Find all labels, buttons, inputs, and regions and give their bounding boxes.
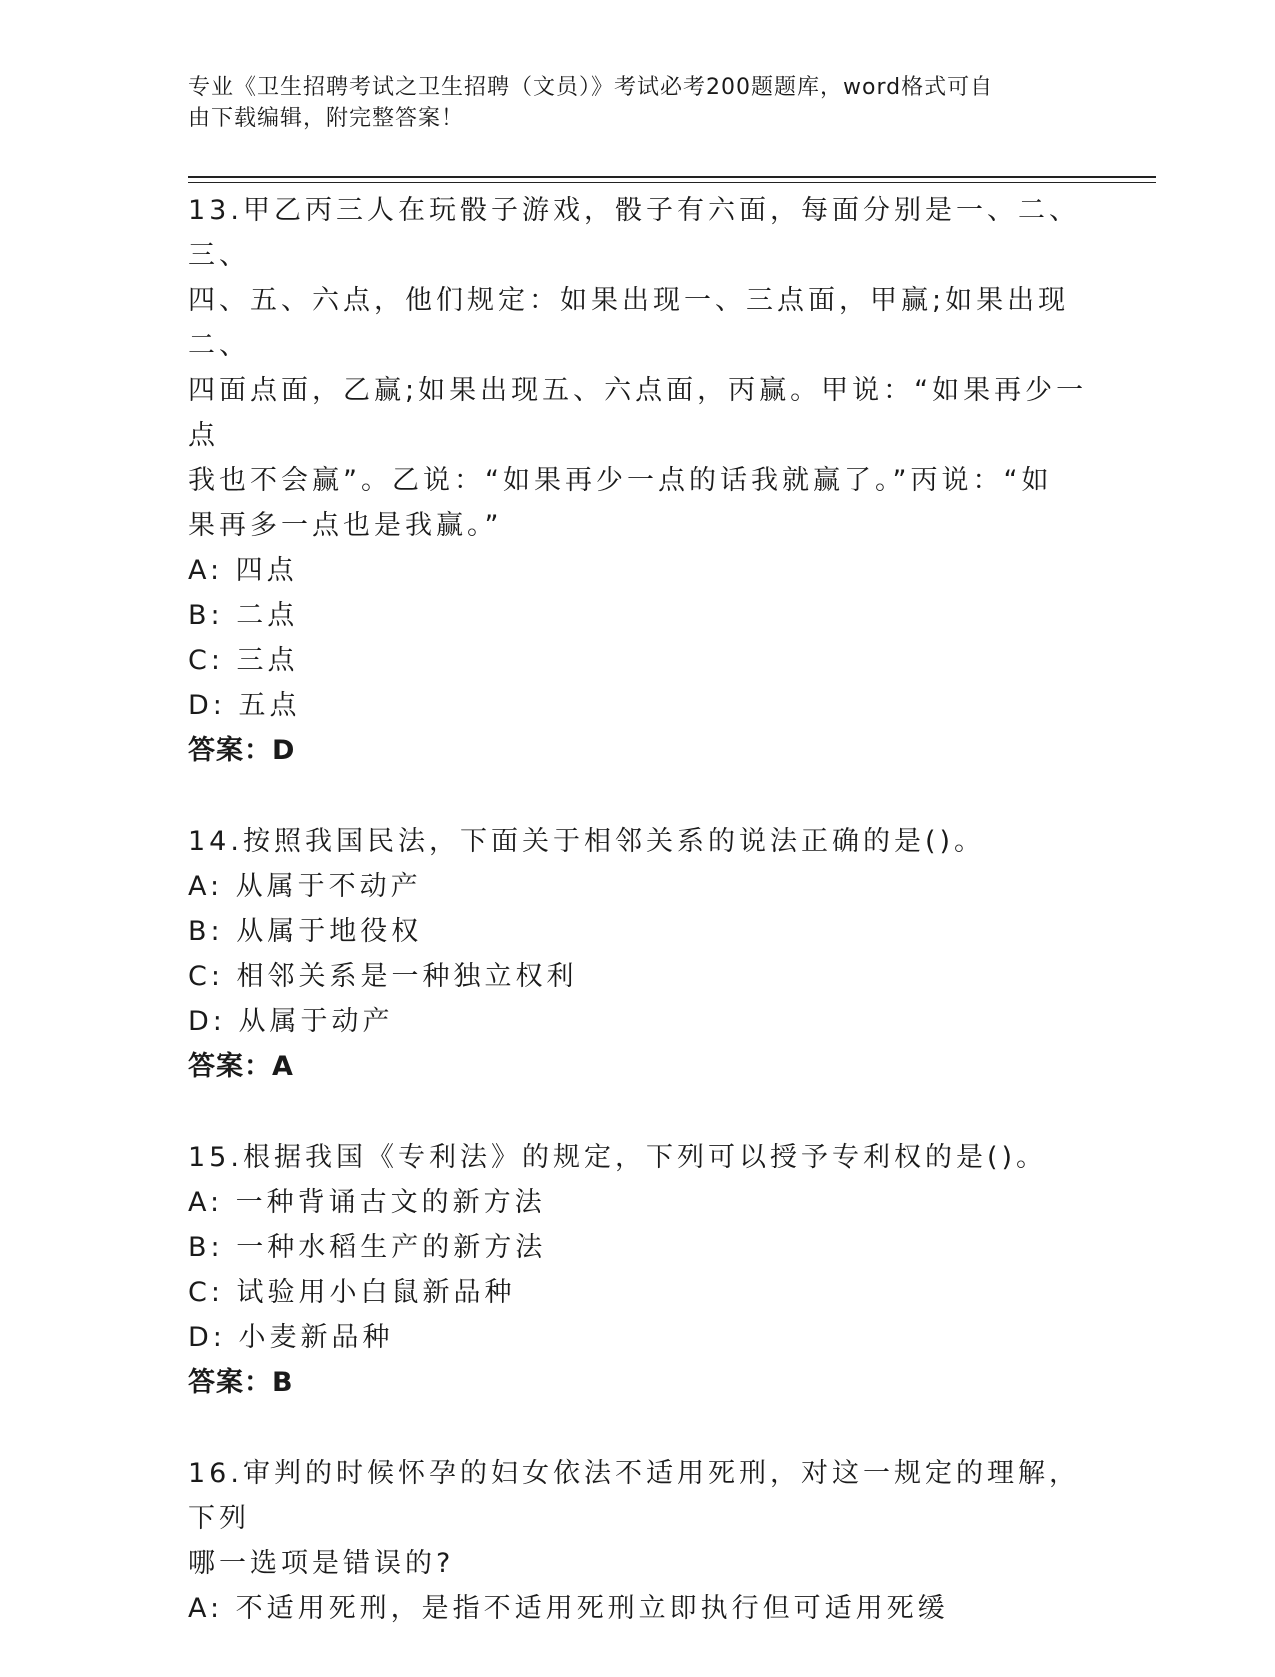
option-b: B: 二点 — [188, 600, 299, 631]
header-divider — [188, 176, 1156, 178]
question-15 — [188, 1135, 1088, 1405]
option-b: B: 从属于地役权 — [188, 916, 423, 947]
option-c: C: 相邻关系是一种独立权利 — [188, 961, 578, 992]
question-16 — [188, 1451, 1088, 1631]
header-line: 专业《卫生招聘考试之卫生招聘（文员）》考试必考200题题库，word格式可自 — [188, 75, 994, 100]
option-a: A: 一种背诵古文的新方法 — [188, 1187, 546, 1218]
answer-label: 答案：B — [188, 1367, 294, 1398]
option-a: A: 不适用死刑，是指不适用死刑立即执行但可适用死缓 — [188, 1593, 949, 1624]
option-c: C: 试验用小白鼠新品种 — [188, 1277, 516, 1308]
option-a: A: 四点 — [188, 555, 298, 586]
question-stem-line: 15.根据我国《专利法》的规定，下列可以授予专利权的是()。 — [188, 1142, 1048, 1173]
question-stem-line: 四、五、六点，他们规定：如果出现一、三点面，甲赢;如果出现二、 — [188, 285, 1070, 361]
header-line: 由下载编辑，附完整答案！ — [188, 106, 465, 131]
option-b: B: 一种水稻生产的新方法 — [188, 1232, 547, 1263]
question-stem-line: 果再多一点也是我赢。” — [188, 510, 503, 541]
question-stem-line: 13.甲乙丙三人在玩骰子游戏，骰子有六面，每面分别是一、二、三、 — [188, 195, 1080, 271]
question-list — [188, 188, 1088, 1677]
question-stem-line: 16.审判的时候怀孕的妇女依法不适用死刑，对这一规定的理解，下列 — [188, 1458, 1080, 1534]
question-stem-line: 我也不会赢”。乙说：“如果再少一点的话我就赢了。”丙说：“如 — [188, 465, 1053, 496]
header-divider-thin — [188, 182, 1156, 183]
option-d: D: 小麦新品种 — [188, 1322, 394, 1353]
question-14 — [188, 819, 1088, 1089]
option-a: A: 从属于不动产 — [188, 871, 422, 902]
option-d: D: 从属于动产 — [188, 1006, 394, 1037]
question-stem-line: 14.按照我国民法，下面关于相邻关系的说法正确的是()。 — [188, 826, 986, 857]
answer-label: 答案：A — [188, 1051, 294, 1082]
question-stem-line: 四面点面，乙赢;如果出现五、六点面，丙赢。甲说：“如果再少一点 — [188, 375, 1088, 451]
option-d: D: 五点 — [188, 690, 301, 721]
question-stem-line: 哪一选项是错误的? — [188, 1548, 455, 1579]
answer-label: 答案：D — [188, 735, 296, 766]
document-header — [188, 72, 1088, 134]
option-c: C: 三点 — [188, 645, 299, 676]
question-13 — [188, 188, 1088, 773]
